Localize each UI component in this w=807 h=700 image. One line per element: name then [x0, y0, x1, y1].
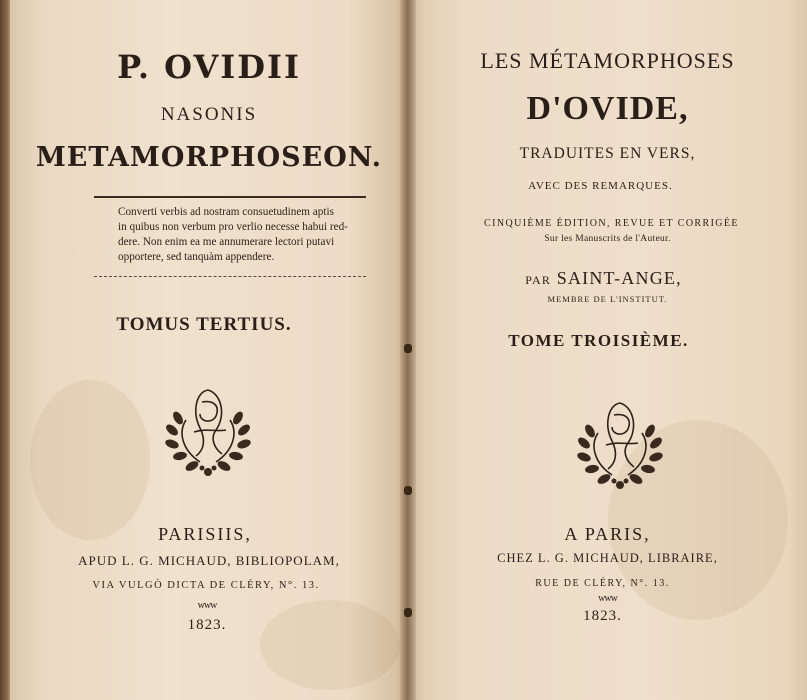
epigraph-line: Converti verbis ad nostram consuetudinem aptis: [118, 206, 334, 218]
right-work-title: D'OVIDE,: [526, 90, 689, 127]
left-address: VIA VULGÒ DICTA DE CLÉRY, N°. 13.: [92, 580, 320, 591]
paper-stain: [260, 600, 400, 690]
right-by-prefix: PAR: [525, 273, 552, 287]
left-publisher: APUD L. G. MICHAUD, BIBLIOPOLAM,: [78, 553, 340, 568]
binding-stitch: [404, 486, 412, 495]
monogram-laurel-wreath-icon: [156, 372, 260, 484]
binding-stitch: [404, 608, 412, 617]
right-manuscripts: Sur les Manuscrits de l'Auteur.: [544, 234, 671, 244]
right-edition: CINQUIÈME ÉDITION, REVUE ET CORRIGÉE: [484, 218, 739, 229]
right-translated: TRADUITES EN VERS,: [519, 145, 696, 162]
left-city: PARISIIS,: [158, 524, 252, 544]
top-rule: [94, 196, 366, 198]
right-publisher: CHEZ L. G. MICHAUD, LIBRAIRE,: [497, 551, 718, 565]
left-subtitle: NASONIS: [160, 104, 258, 125]
right-volume: TOME TROISIÈME.: [508, 331, 689, 350]
bottom-rule: [94, 276, 366, 277]
right-year: 1823.: [583, 608, 622, 624]
monogram-laurel-wreath-icon: [568, 385, 672, 497]
right-membership: MEMBRE DE L'INSTITUT.: [547, 294, 668, 304]
right-remarks: AVEC DES REMARQUES.: [528, 180, 673, 192]
right-author: SAINT-ANGE,: [556, 268, 682, 288]
paper-stain: [30, 380, 150, 540]
epigraph-line: in quibus non verbum pro verlio necesse habui red-: [118, 221, 348, 233]
right-title: LES MÉTAMORPHOSES: [480, 48, 735, 73]
left-work-title: METAMORPHOSEON.: [35, 142, 383, 173]
left-volume: TOMUS TERTIUS.: [116, 314, 292, 335]
binding-stitch: [404, 344, 412, 353]
left-title-page: [10, 0, 408, 700]
right-title-page: [408, 0, 807, 700]
right-author-line: [408, 268, 807, 289]
right-separator: ᴡᴡᴡ: [598, 593, 617, 604]
right-address: RUE DE CLÉRY, N°. 13.: [535, 578, 670, 589]
left-title: P. OVIDII: [117, 48, 301, 86]
epigraph: [118, 205, 378, 265]
epigraph-line: dere. Non enim ea me annumerare lectori putavi: [118, 236, 335, 248]
left-year: 1823.: [187, 617, 227, 633]
epigraph-line: opportere, sed tanquàm appendere.: [118, 251, 275, 263]
right-city: A PARIS,: [564, 524, 651, 544]
left-separator: ᴡᴡᴡ: [197, 600, 217, 611]
